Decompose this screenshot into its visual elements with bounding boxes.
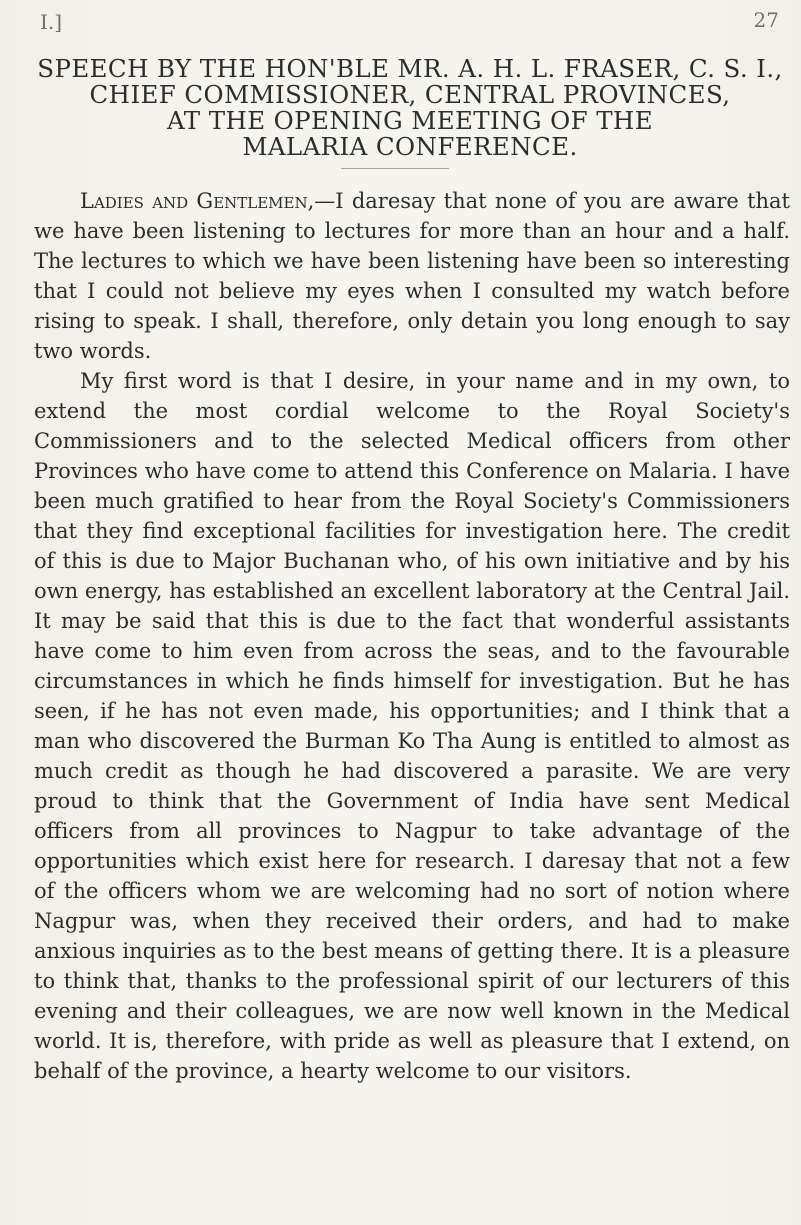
paragraph-1 [34, 186, 790, 366]
heading-line-4: MALARIA CONFERENCE. [242, 132, 578, 161]
paragraph-1-text: —I daresay that none of you are aware that we have been listening to lectures for more than an hour and a half. The lectures to which we have been listening have been so interesting that I could not believe my eyes when I consulted my watch before rising to speak. I shall, therefore, only detain you long enough to say two words. [34, 189, 790, 363]
paragraph-2: My first word is that I desire, in your name and in my own, to extend the most cordial welcome to the Royal Society's Commissioners and to the selected Medical officers from other Provinces who have come to attend this Conference on Malaria. I have been much gratified to hear from the Royal Society's Commissioners that they find exceptional facilities for investigation here. The credit of this is due to Major Buchanan who, of his own initiative and by his own energy, has established an excellent laboratory at the Central Jail. It may be said that this is due to the fact that wonderful assistants have come to him even from across the seas, and to the favourable circumstances in which he finds himself for investigation. But he has seen, if he has not even made, his opportunities; and I think that a man who discovered the Burman Ko Tha Aung is entitled to almost as much credit as though he had discovered a parasite. We are very proud to think that the Government of India have sent Medical officers from all provinces to Nagpur to take advantage of the opportunities which exist here for research. I daresay that not a few of the officers whom we are welcoming had no sort of notion where Nagpur was, when they received their orders, and had to make anxious inquiries as to the best means of getting there. It is a pleasure to think that, thanks to the professional spirit of our lecturers of this evening and their colleagues, we are now well known in the Medical world. It is, therefore, with pride as well as pleasure that I extend, on behalf of the province, a hearty welcome to our visitors. [34, 369, 790, 1083]
page-number: 27 [753, 8, 779, 32]
running-head: I.] [40, 10, 63, 34]
heading-divider [341, 168, 449, 169]
heading-line-2: CHIEF COMMISSIONER, CENTRAL PROVINCES, [89, 80, 731, 109]
speech-heading [30, 56, 790, 160]
heading-line-1: SPEECH BY THE HON'BLE MR. A. H. L. FRASER, C. S. I., [37, 54, 783, 83]
salutation: Ladies and Gentlemen, [80, 189, 315, 213]
heading-line-3: AT THE OPENING MEETING OF THE [167, 106, 653, 135]
